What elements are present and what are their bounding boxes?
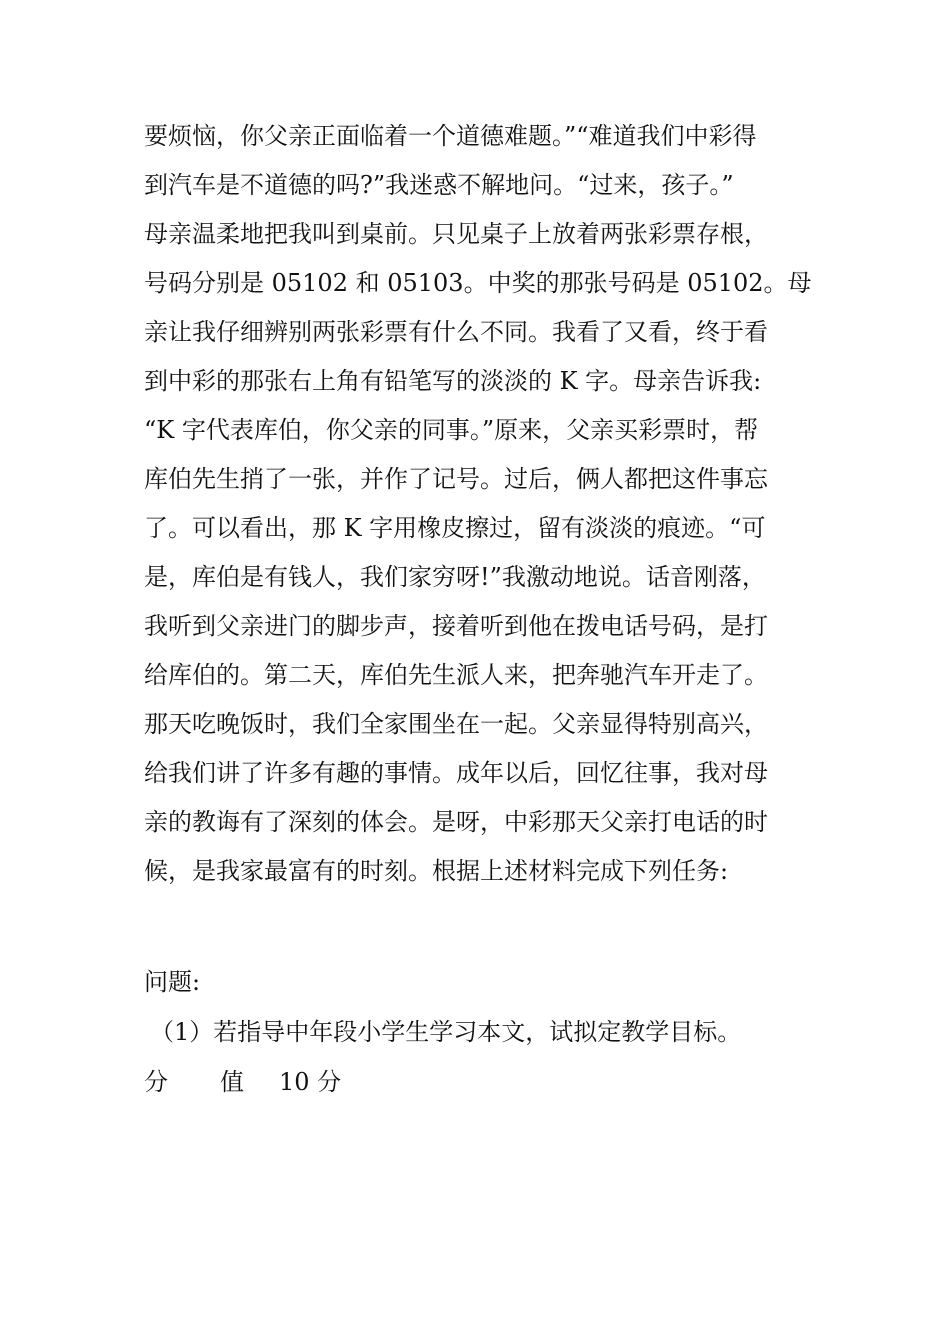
passage-line: 是，库伯是有钱人，我们家穷呀!”我激动地说。话音刚落， [144,563,766,591]
passage-line: 给我们讲了许多有趣的事情。成年以后，回忆往事，我对母 [144,759,768,787]
passage-line: 亲让我仔细辨别两张彩票有什么不同。我看了又看，终于看 [144,318,768,346]
story-passage [144,112,824,896]
passage-line: 要烦恼，你父亲正面临着一个道德难题。”“难道我们中彩得 [144,122,757,150]
score-label-part-1: 分 [144,1068,168,1096]
passage-line: 到汽车是不道德的吗?”我迷惑不解地问。“过来，孩子。” [144,171,734,199]
passage-line: 候，是我家最富有的时刻。根据上述材料完成下列任务: [144,857,729,885]
passage-line: 我听到父亲进门的脚步声，接着听到他在拨电话号码，是打 [144,612,768,640]
passage-line: 母亲温柔地把我叫到桌前。只见桌子上放着两张彩票存根， [144,220,768,248]
passage-line: 亲的教诲有了深刻的体会。是呀，中彩那天父亲打电话的时 [144,808,768,836]
passage-line: 了。可以看出，那 K 字用橡皮擦过，留有淡淡的痕迹。“可 [144,514,766,542]
passage-line: 库伯先生捎了一张，并作了记号。过后，俩人都把这件事忘 [144,465,768,493]
passage-line: 号码分别是 05102 和 05103。中奖的那张号码是 05102。母 [144,269,812,297]
passage-line: 给库伯的。第二天，库伯先生派人来，把奔驰汽车开走了。 [144,661,768,689]
question-item-1: （1）若指导中年段小学生学习本文，试拟定教学目标。 [150,1018,742,1046]
passage-line: 到中彩的那张右上角有铅笔写的淡淡的 K 字。母亲告诉我: [144,367,762,395]
passage-line: 那天吃晚饭时，我们全家围坐在一起。父亲显得特别高兴， [144,710,768,738]
score-label-part-2: 值 [220,1068,244,1096]
question-heading: 问题: [144,968,201,996]
score-value: 10 分 [279,1068,342,1096]
passage-line: “K 字代表库伯，你父亲的同事。”原来，父亲买彩票时，帮 [144,416,759,444]
